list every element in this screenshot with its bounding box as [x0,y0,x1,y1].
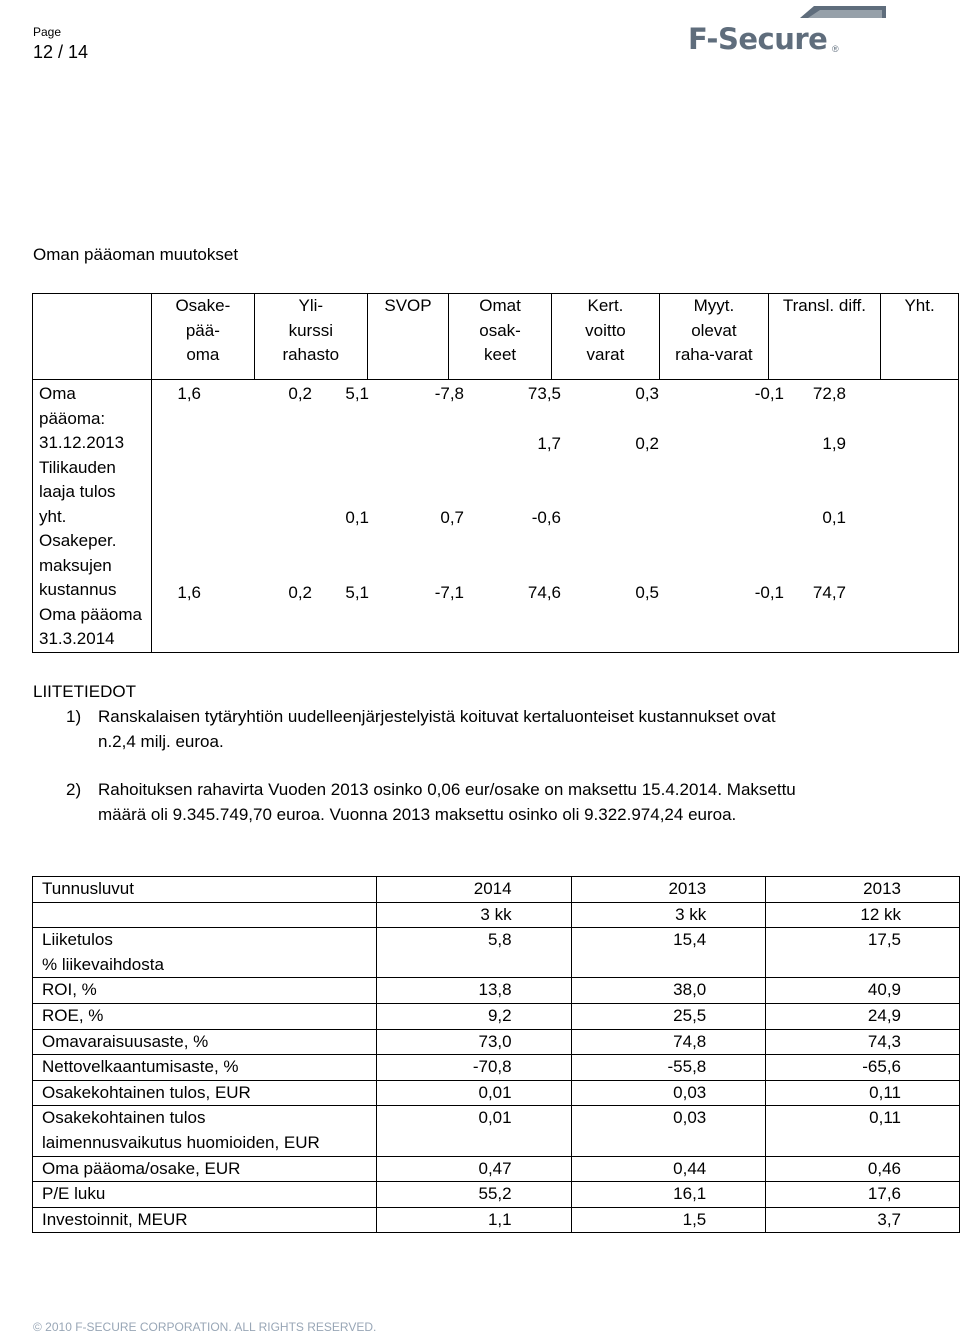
key-figures-period-row [33,902,960,928]
equity-value: 0,2 [288,583,312,602]
key-figure-value: 5,8 [376,928,571,978]
key-figures-row [33,1106,960,1156]
equity-changes-table [32,293,959,653]
key-figures-row [33,1182,960,1208]
key-figure-value: 55,2 [376,1182,571,1208]
key-figure-value: 0,11 [766,1080,960,1106]
equity-header-corner [33,294,152,380]
key-figures-title: Tunnusluvut [33,877,377,903]
key-figure-value: 74,3 [766,1029,960,1055]
key-figure-value: 9,2 [376,1003,571,1029]
key-figures-row [33,928,960,978]
key-figure-label: Osakekohtainen tulos, EUR [33,1080,377,1106]
note-text-line: Ranskalaisen tytäryhtiön uudelleenjärjestelyistä koituvat kertaluonteiset kustannukset ovat [98,707,776,726]
notes-title: LIITETIEDOT [33,682,136,701]
equity-value: 5,1 [345,583,369,602]
key-figure-label: Liiketulos % liikevaihdosta [33,928,377,978]
key-figure-label: ROI, % [33,978,377,1004]
key-figures-table [32,876,960,1233]
page-indicator [33,26,88,62]
equity-header-cell: Myyt. olevat raha-varat [660,294,768,380]
key-figure-value: 15,4 [571,928,766,978]
key-figure-value: 13,8 [376,978,571,1004]
equity-value: 0,2 [635,434,659,453]
year-header: 2013 [766,877,960,903]
equity-value: 74,6 [527,583,561,602]
equity-value: -0,1 [754,583,784,602]
key-figure-value: 17,6 [766,1182,960,1208]
equity-header-cell: Yli- kurssi rahasto [255,294,368,380]
equity-value: 5,1 [345,384,369,403]
key-figures-row [33,1029,960,1055]
equity-value: 1,7 [537,434,561,453]
period-label [33,902,377,928]
copyright-footer: © 2010 F-SECURE CORPORATION. ALL RIGHTS RESERVED. [33,1320,377,1334]
logo-registered-mark: ® [832,44,839,54]
period-header: 3 kk [376,902,571,928]
equity-value: 0,3 [635,384,659,403]
equity-value: 1,6 [177,384,201,403]
key-figure-value: 0,47 [376,1156,571,1182]
key-figure-label: Investoinnit, MEUR [33,1207,377,1233]
key-figure-label: Osakekohtainen tulos laimennusvaikutus huomioiden, EUR [33,1106,377,1156]
equity-value: -7,1 [434,583,464,602]
key-figure-value: 24,9 [766,1003,960,1029]
key-figure-value: 0,46 [766,1156,960,1182]
note-item [66,705,886,754]
equity-section-title: Oman pääoman muutokset [33,245,239,264]
note-text-line: Rahoituksen rahavirta Vuoden 2013 osinko 0,06 eur/osake on maksettu 15.4.2014. Maksettu [98,780,796,799]
key-figure-value: 1,5 [571,1207,766,1233]
equity-value: -0,6 [531,508,561,527]
equity-header-cell: Kert. voitto varat [551,294,659,380]
equity-value: 0,2 [288,384,312,403]
equity-body-row [33,380,959,653]
logo-wordmark: F-Secure [688,22,828,56]
key-figure-value: 73,0 [376,1029,571,1055]
note-number: 2) [66,780,82,799]
equity-value: 74,7 [812,583,846,602]
key-figure-value: 0,44 [571,1156,766,1182]
key-figures-header-row [33,877,960,903]
equity-value: 72,8 [812,384,846,403]
key-figure-value: 3,7 [766,1207,960,1233]
key-figure-label: ROE, % [33,1003,377,1029]
equity-value: 73,5 [527,384,561,403]
equity-header-cell: Yht. [881,294,959,380]
year-header: 2014 [376,877,571,903]
f-secure-logo [688,4,888,60]
key-figures-row [33,1207,960,1233]
page-label: Page [33,25,62,39]
equity-value: 1,6 [177,583,201,602]
key-figures-row [33,1156,960,1182]
equity-value: -0,1 [754,384,784,403]
key-figure-value: 0,03 [571,1106,766,1156]
key-figure-value: -55,8 [571,1055,766,1081]
key-figure-label: Omavaraisuusaste, % [33,1029,377,1055]
key-figure-value: 16,1 [571,1182,766,1208]
key-figure-value: 25,5 [571,1003,766,1029]
key-figure-value: 38,0 [571,978,766,1004]
equity-value: 0,7 [440,508,464,527]
key-figure-value: -65,6 [766,1055,960,1081]
key-figures-row [33,1055,960,1081]
equity-value: 0,1 [822,508,846,527]
note-item [66,778,886,827]
key-figure-label: Oma pääoma/osake, EUR [33,1156,377,1182]
key-figures-row [33,978,960,1004]
page-number: 12 / 14 [33,41,89,62]
note-text-line: n.2,4 milj. euroa. [98,731,224,751]
key-figure-label: P/E luku [33,1182,377,1208]
equity-header-cell: Transl. diff. [768,294,881,380]
key-figure-value: 40,9 [766,978,960,1004]
equity-header-cell: Osake- pää- oma [151,294,254,380]
note-number: 1) [66,707,82,726]
key-figure-value: 17,5 [766,928,960,978]
period-header: 12 kk [766,902,960,928]
key-figure-value: -70,8 [376,1055,571,1081]
equity-value: 0,5 [635,583,659,602]
key-figure-value: 0,11 [766,1106,960,1156]
equity-value: 0,1 [345,508,369,527]
equity-value: 1,9 [822,434,846,453]
key-figures-body [33,928,960,1233]
key-figure-value: 0,01 [376,1080,571,1106]
key-figure-value: 0,03 [571,1080,766,1106]
key-figure-value: 1,1 [376,1207,571,1233]
key-figure-value: 0,01 [376,1106,571,1156]
equity-row-labels: Oma pääoma: 31.12.2013 Tilikauden laaja tulos yht. Osakeper. maksujen kustannus Oma pääoma 31.3.2014 [33,380,152,653]
equity-header-cell: Omat osak- keet [449,294,551,380]
key-figure-label: Nettovelkaantumisaste, % [33,1055,377,1081]
equity-header-cell: SVOP [367,294,449,380]
year-header: 2013 [571,877,766,903]
note-text-line: määrä oli 9.345.749,70 euroa. Vuonna 2013 maksettu osinko oli 9.322.974,24 euroa. [98,804,737,824]
key-figures-row [33,1080,960,1106]
equity-value: -7,8 [434,384,464,403]
period-header: 3 kk [571,902,766,928]
key-figure-value: 74,8 [571,1029,766,1055]
key-figures-row [33,1003,960,1029]
equity-header-row [33,294,959,380]
equity-values-area [151,380,958,653]
